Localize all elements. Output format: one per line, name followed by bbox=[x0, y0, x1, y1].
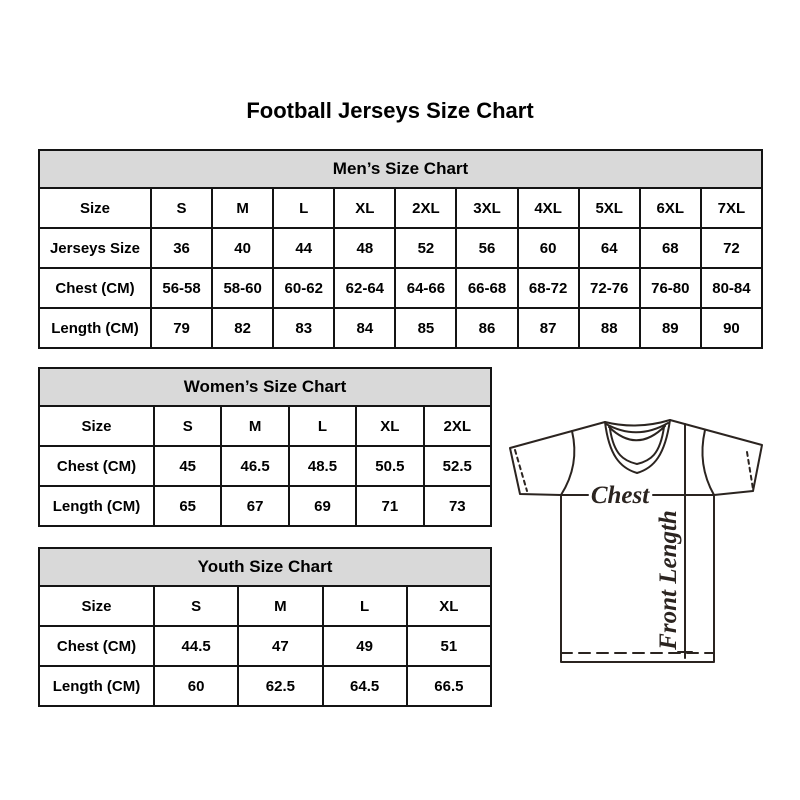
size-value-cell: 3XL bbox=[456, 188, 517, 228]
size-value-cell: 73 bbox=[424, 486, 491, 526]
size-value-cell: M bbox=[238, 586, 322, 626]
size-value-cell: 72-76 bbox=[579, 268, 640, 308]
size-value-cell: 52 bbox=[395, 228, 456, 268]
table-row bbox=[39, 268, 762, 308]
table-row bbox=[39, 406, 491, 446]
size-value-cell: L bbox=[273, 188, 334, 228]
table-header-row bbox=[39, 368, 491, 406]
size-value-cell: 40 bbox=[212, 228, 273, 268]
size-value-cell: XL bbox=[334, 188, 395, 228]
size-value-cell: 51 bbox=[407, 626, 491, 666]
size-value-cell: 49 bbox=[323, 626, 407, 666]
youth-size-chart-table bbox=[38, 547, 492, 707]
size-value-cell: 44.5 bbox=[154, 626, 238, 666]
size-value-cell: 45 bbox=[154, 446, 221, 486]
womens-size-chart-table bbox=[38, 367, 492, 527]
size-value-cell: 58-60 bbox=[212, 268, 273, 308]
table-row bbox=[39, 446, 491, 486]
size-value-cell: 64.5 bbox=[323, 666, 407, 706]
table-row bbox=[39, 626, 491, 666]
size-value-cell: XL bbox=[356, 406, 423, 446]
size-value-cell: 82 bbox=[212, 308, 273, 348]
mens-table-title: Men’s Size Chart bbox=[39, 150, 762, 188]
table-row bbox=[39, 228, 762, 268]
size-value-cell: 84 bbox=[334, 308, 395, 348]
size-value-cell: 60-62 bbox=[273, 268, 334, 308]
size-value-cell: 4XL bbox=[518, 188, 579, 228]
table-row bbox=[39, 586, 491, 626]
table-row bbox=[39, 486, 491, 526]
mens-size-chart-table bbox=[38, 149, 763, 349]
size-value-cell: 72 bbox=[701, 228, 762, 268]
jersey-measurement-diagram bbox=[500, 410, 772, 666]
size-value-cell: 69 bbox=[289, 486, 356, 526]
front-length-label: Front Length bbox=[655, 510, 682, 650]
size-value-cell: 64 bbox=[579, 228, 640, 268]
table-row bbox=[39, 308, 762, 348]
size-value-cell: 36 bbox=[151, 228, 212, 268]
womens-table-title: Women’s Size Chart bbox=[39, 368, 491, 406]
size-value-cell: S bbox=[154, 586, 238, 626]
row-label: Length (CM) bbox=[39, 666, 154, 706]
size-value-cell: 52.5 bbox=[424, 446, 491, 486]
size-value-cell: 85 bbox=[395, 308, 456, 348]
row-label: Chest (CM) bbox=[39, 626, 154, 666]
jersey-outline-shape bbox=[510, 420, 762, 662]
row-label: Size bbox=[39, 406, 154, 446]
size-value-cell: 87 bbox=[518, 308, 579, 348]
size-value-cell: 64-66 bbox=[395, 268, 456, 308]
size-value-cell: L bbox=[323, 586, 407, 626]
size-value-cell: 66-68 bbox=[456, 268, 517, 308]
size-value-cell: L bbox=[289, 406, 356, 446]
page-title: Football Jerseys Size Chart bbox=[246, 98, 534, 123]
size-value-cell: 71 bbox=[356, 486, 423, 526]
size-value-cell: 68-72 bbox=[518, 268, 579, 308]
size-value-cell: S bbox=[151, 188, 212, 228]
size-value-cell: 56 bbox=[456, 228, 517, 268]
size-value-cell: 66.5 bbox=[407, 666, 491, 706]
size-value-cell: 68 bbox=[640, 228, 701, 268]
table-row bbox=[39, 188, 762, 228]
row-label: Chest (CM) bbox=[39, 446, 154, 486]
size-value-cell: 56-58 bbox=[151, 268, 212, 308]
table-row bbox=[39, 666, 491, 706]
size-value-cell: 86 bbox=[456, 308, 517, 348]
row-label: Chest (CM) bbox=[39, 268, 151, 308]
size-value-cell: M bbox=[212, 188, 273, 228]
youth-table-title: Youth Size Chart bbox=[39, 548, 491, 586]
size-value-cell: 46.5 bbox=[221, 446, 288, 486]
size-value-cell: 48.5 bbox=[289, 446, 356, 486]
size-value-cell: 79 bbox=[151, 308, 212, 348]
size-value-cell: S bbox=[154, 406, 221, 446]
size-value-cell: 7XL bbox=[701, 188, 762, 228]
size-value-cell: 60 bbox=[154, 666, 238, 706]
row-label: Length (CM) bbox=[39, 486, 154, 526]
size-value-cell: 2XL bbox=[424, 406, 491, 446]
size-value-cell: 76-80 bbox=[640, 268, 701, 308]
size-value-cell: 6XL bbox=[640, 188, 701, 228]
size-value-cell: 67 bbox=[221, 486, 288, 526]
size-value-cell: 48 bbox=[334, 228, 395, 268]
size-value-cell: 65 bbox=[154, 486, 221, 526]
size-value-cell: 88 bbox=[579, 308, 640, 348]
size-value-cell: 62-64 bbox=[334, 268, 395, 308]
size-value-cell: 2XL bbox=[395, 188, 456, 228]
size-value-cell: 44 bbox=[273, 228, 334, 268]
size-value-cell: 83 bbox=[273, 308, 334, 348]
chest-label: Chest bbox=[590, 482, 650, 509]
size-value-cell: 47 bbox=[238, 626, 322, 666]
row-label: Length (CM) bbox=[39, 308, 151, 348]
size-value-cell: 50.5 bbox=[356, 446, 423, 486]
row-label: Size bbox=[39, 586, 154, 626]
table-header-row bbox=[39, 150, 762, 188]
size-value-cell: 5XL bbox=[579, 188, 640, 228]
size-value-cell: XL bbox=[407, 586, 491, 626]
size-value-cell: 80-84 bbox=[701, 268, 762, 308]
table-header-row bbox=[39, 548, 491, 586]
row-label: Jerseys Size bbox=[39, 228, 151, 268]
size-value-cell: 90 bbox=[701, 308, 762, 348]
size-value-cell: M bbox=[221, 406, 288, 446]
size-value-cell: 62.5 bbox=[238, 666, 322, 706]
size-value-cell: 89 bbox=[640, 308, 701, 348]
size-value-cell: 60 bbox=[518, 228, 579, 268]
row-label: Size bbox=[39, 188, 151, 228]
